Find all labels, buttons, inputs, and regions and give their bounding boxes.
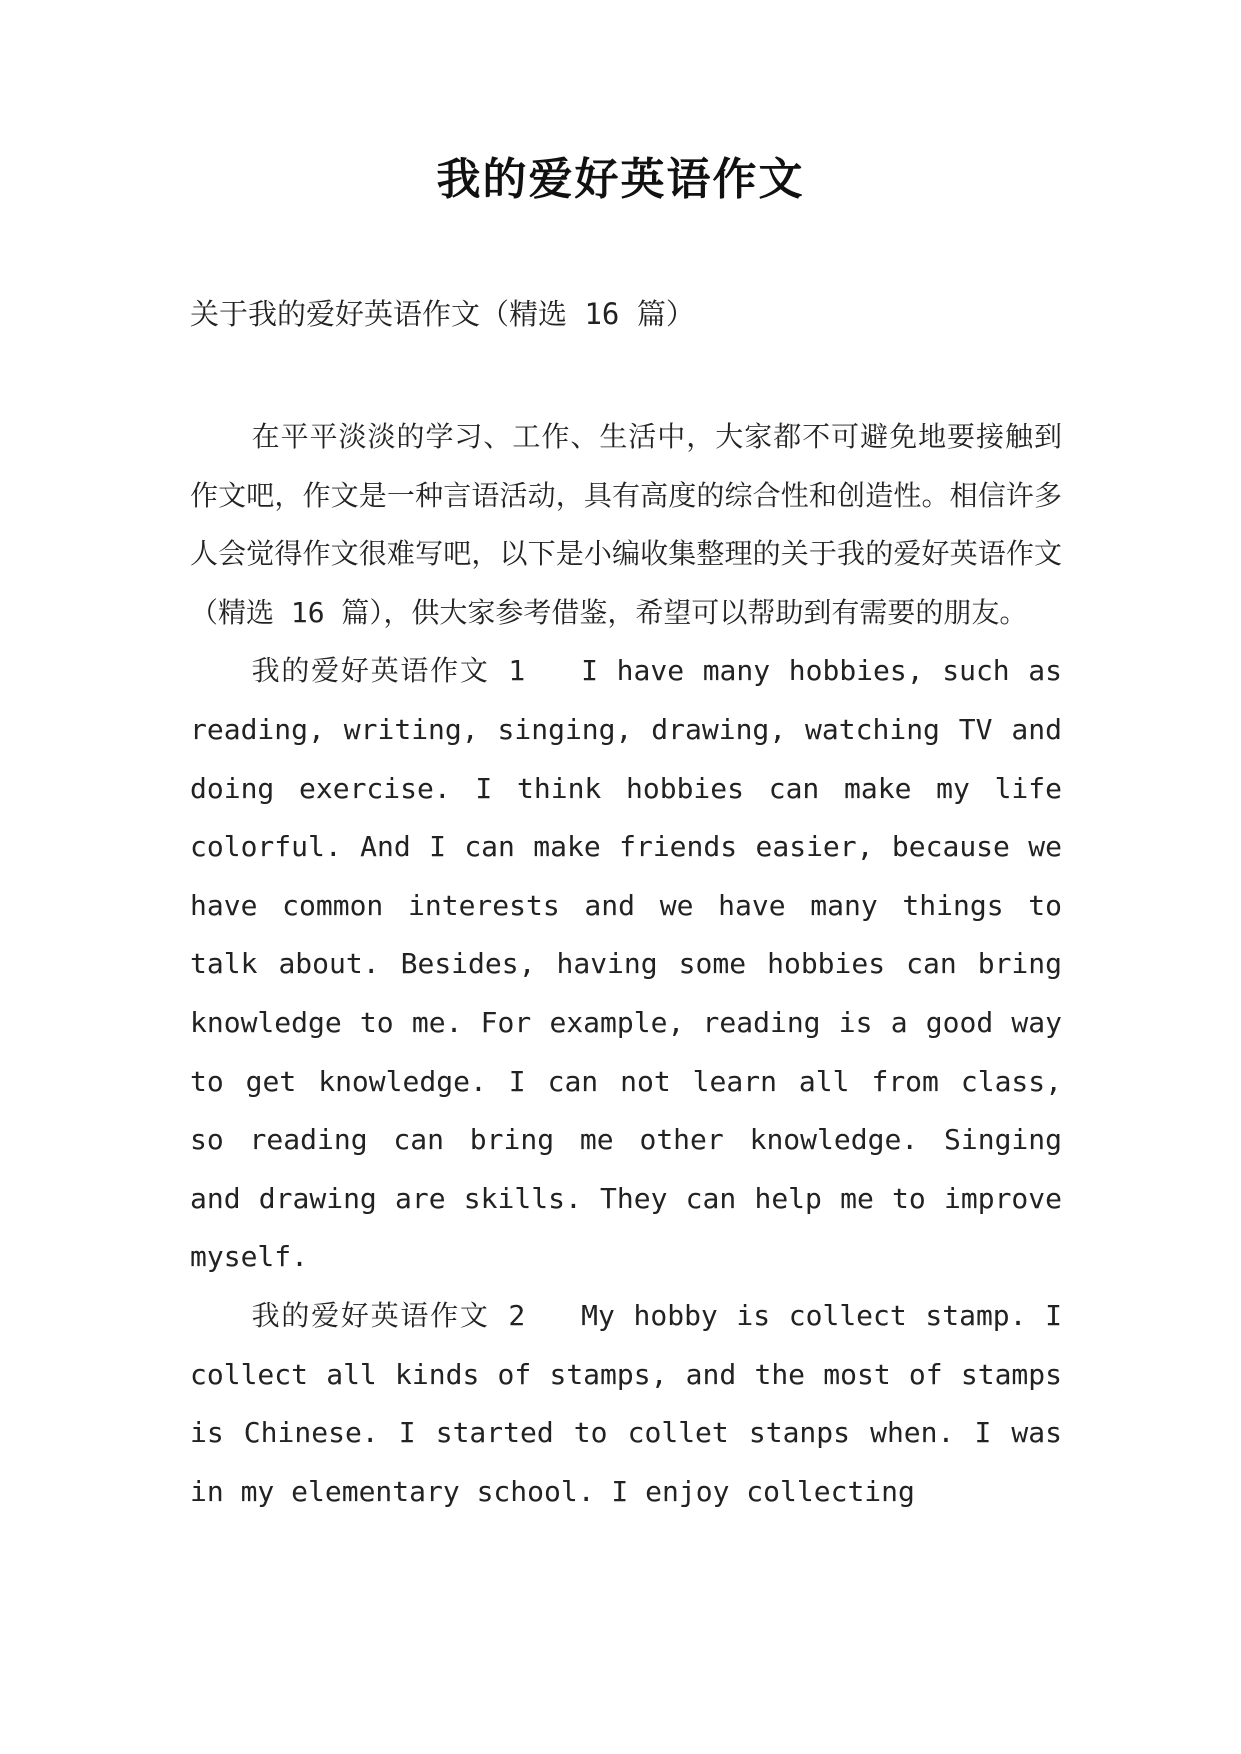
essay-text-2: My hobby is collect stamp. I collect all kinds of stamps, and the most of stamps is Chinese. I started to collet stanps when. I was in my elementary school. I enjoy collecting	[190, 1298, 1062, 1508]
essay-heading-1: 我的爱好英语作文 1	[251, 654, 526, 688]
essay-paragraph-2	[190, 1287, 1062, 1521]
essay-paragraph-1	[190, 642, 1062, 1287]
intro-paragraph: 在平平淡淡的学习、工作、生活中，大家都不可避免地要接触到作文吧，作文是一种言语活动，具有高度的综合性和创造性。相信许多人会觉得作文很难写吧，以下是小编收集整理的关于我的爱好英语作文（精选 16 篇），供大家参考借鉴，希望可以帮助到有需要的朋友。	[190, 420, 1062, 629]
document-body	[190, 408, 1062, 1521]
document-subtitle: 关于我的爱好英语作文（精选 16 篇）	[190, 297, 695, 331]
essay-text-1: I have many hobbies, such as reading, writing, singing, drawing, watching TV and doing exercise. I think hobbies can make my life colorful. And I can make friends easier, because we have common interests and we have many things to talk about. Besides, having some hobbies can bring knowledge to me. For example, reading is a good way to get knowledge. I can not learn all from class, so reading can bring me other knowledge. Singing and drawing are skills. They can help me to improve myself.	[190, 654, 1062, 1274]
essay-heading-2: 我的爱好英语作文 2	[251, 1298, 526, 1332]
document-title: 我的爱好英语作文	[436, 154, 805, 205]
